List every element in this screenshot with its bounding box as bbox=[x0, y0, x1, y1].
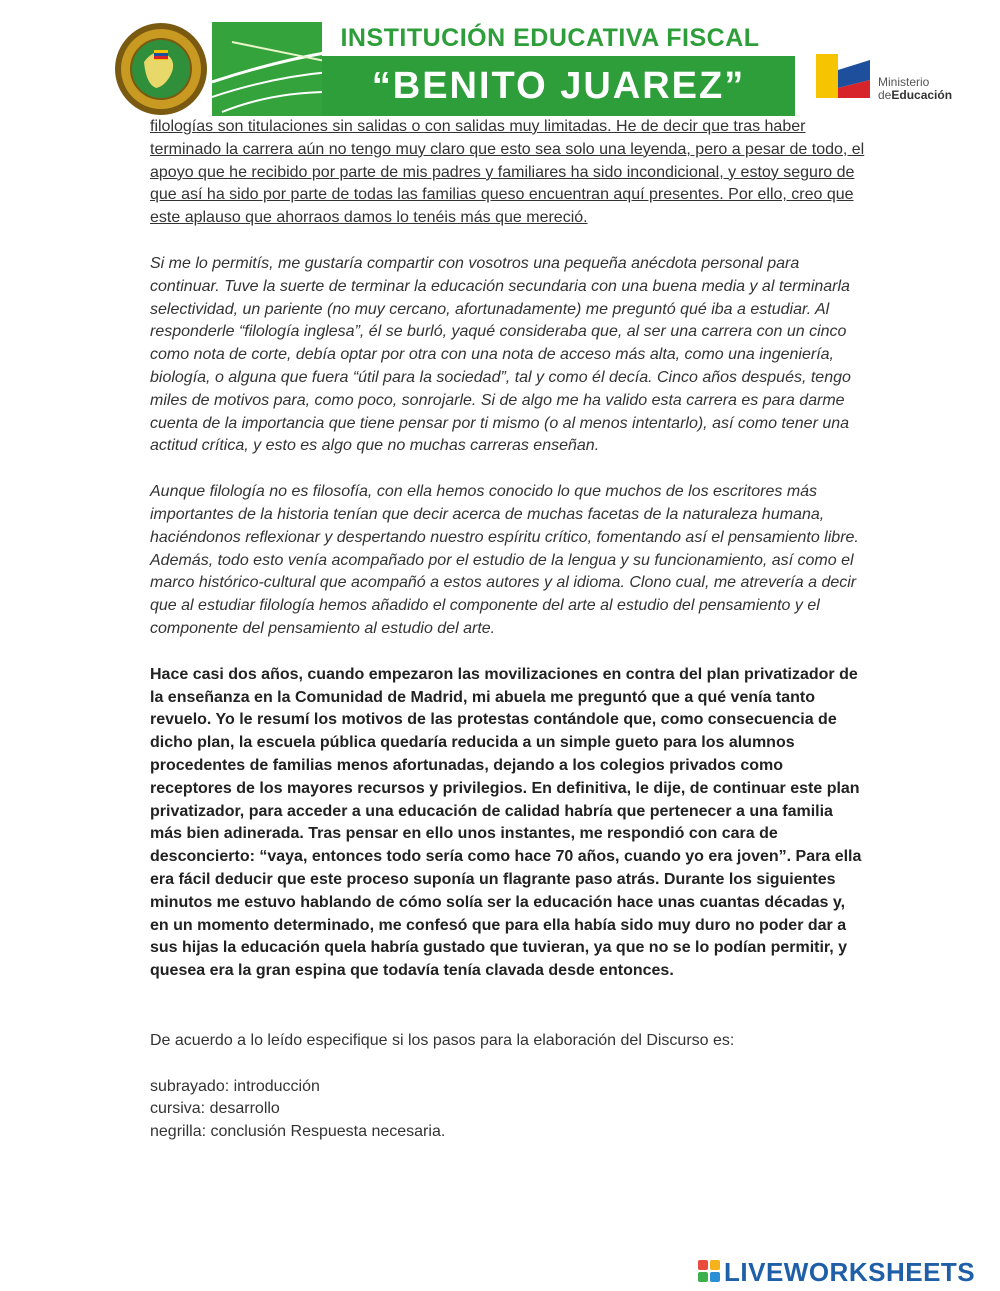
answer-item: cursiva: desarrollo bbox=[150, 1100, 280, 1118]
question-prompt: De acuerdo a lo leído especifique si los pasos para la elaboración del Discurso es: bbox=[150, 1031, 735, 1049]
ministry-logo bbox=[814, 50, 964, 106]
liveworksheets-icon bbox=[698, 1260, 720, 1282]
school-seal-icon bbox=[114, 22, 208, 116]
palm-leaf-icon bbox=[212, 22, 332, 116]
ministry-flag-icon bbox=[814, 50, 872, 102]
banner-title-panel bbox=[322, 22, 795, 116]
institution-banner bbox=[212, 22, 795, 116]
institution-title: INSTITUCIÓN EDUCATIVA FISCAL bbox=[340, 24, 760, 52]
answer-list bbox=[150, 1076, 866, 1144]
paragraph-conclusion: Hace casi dos años, cuando empezaron las movilizaciones en contra del plan privatizador de la enseñanza en la Comunidad de Madrid, mi abuela me preguntó que a qué venía tanto revuelo. Yo le resumí los motivos de las protestas contándole que, como consecuencia de dicho plan, la escuela pública quedaría reducida a un simple gueto para los alumnos procedentes de familias menos afortunadas, dejando a los colegios privados como receptores de los mayores recursos y privilegios. En definitiva, le dije, de continuar este plan privatizador, para acceder a una educación de calidad habría que pertenecer a una familia más bien adinerada. Tras pensar en ello unos instantes, me respondió con cara de desconcierto: “vaya, entonces todo sería como hace 70 años, cuando yo era joven”. Para ella era fácil deducir que este proceso suponía un flagrante paso atrás. Durante los siguientes minutos me estuvo hablando de cómo solía ser la educación hace unas cuantas décadas y, en un momento determinado, me confesó que para ella había sido muy duro no poder dar a sus hijas la educación quela habría gustado que tuvieran, ya que no se lo podían permitir, y quesea era la gran espina que todavía tenía clavada desde entonces. bbox=[150, 665, 862, 980]
institution-name: “BENITO JUAREZ” bbox=[322, 56, 795, 116]
paragraph-introduction: filologías son titulaciones sin salidas o con salidas muy limitadas. He de decir que tras haber terminado la carrera aún no tengo muy claro que esto sea solo una leyenda, pero a pesar de todo, el apoyo que he recibido por parte de mis padres y familiares ha sido incondicional, y estoy seguro de que así ha sido por parte de todas las familias queso encuentran aquí presentes. Por ello, creo que este aplauso que ahorraos damos lo tenéis más que mereció. bbox=[150, 118, 865, 227]
liveworksheets-wordmark: LIVEWORKSHEETS bbox=[724, 1257, 976, 1287]
speech-document bbox=[150, 116, 866, 1143]
answer-item: negrilla: conclusión Respuesta necesaria. bbox=[150, 1122, 446, 1140]
answer-item: subrayado: introducción bbox=[150, 1077, 320, 1095]
paragraph-development-1: Si me lo permitís, me gustaría compartir con vosotros una pequeña anécdota personal para continuar. Tuve la suerte de terminar la educación secundaria con una buena media y al terminarla selectividad, un pariente (no muy cercano, afortunadamente) me preguntó qué iba a estudiar. Al responderle “filología inglesa”, él se burló, yaqué consideraba que, al ser una carrera con un cinco como nota de corte, debía optar por otra con una nota de acceso más alta, como una ingeniería, biología, o alguna que fuera “útil para la sociedad”, tal y como él decía. Cinco años después, tengo miles de motivos para, como poco, sonrojarle. Si de algo me ha valido esta carrera es para darme cuenta de la importancia que tiene pensar por ti mismo (o al menos intentarlo), así como tener una actitud crítica, y esto es algo que no muchas carreras enseñan. bbox=[150, 254, 851, 455]
paragraph-development-2: Aunque filología no es filosofía, con ella hemos conocido lo que muchos de los escritores más importantes de la historia tenían que decir acerca de muchas facetas de la naturaleza humana, haciéndonos reflexionar y despertando nuestro espíritu crítico, fomentando así el pensamiento libre. Además, todo esto venía acompañado por el estudio de la lengua y su funcionamiento, así como el marco histórico-cultural que acompañó a estos autores y al idioma. Clono cual, me atrevería a decir que al estudiar filología hemos añadido el componente del arte al estudio del pensamiento y el componente del pensamiento al estudio del arte. bbox=[150, 483, 859, 637]
liveworksheets-logo[interactable] bbox=[698, 1257, 998, 1287]
ministry-name: Ministerio deEducación bbox=[878, 75, 953, 102]
